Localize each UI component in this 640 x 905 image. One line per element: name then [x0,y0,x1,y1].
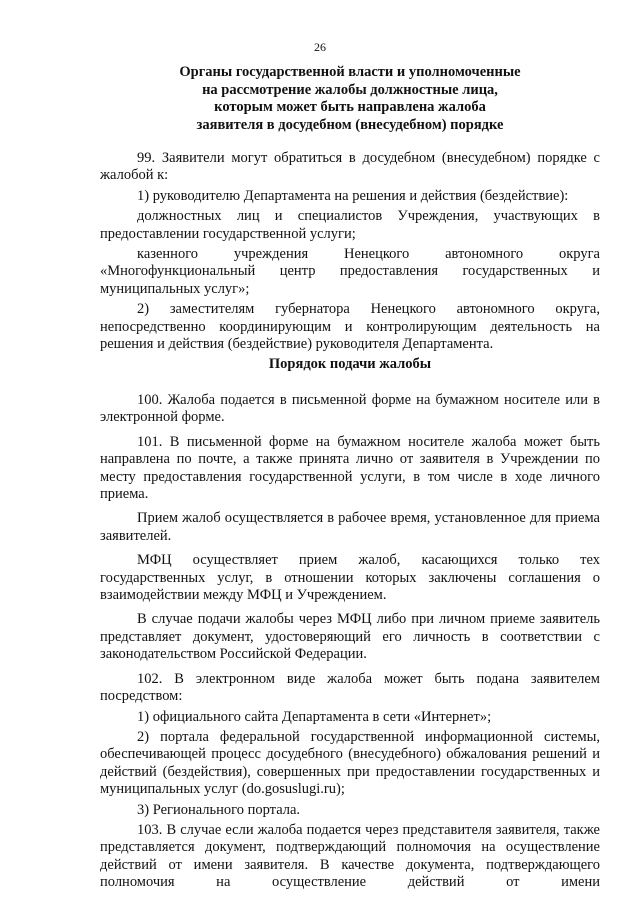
paragraph: 102. В электронном виде жалоба может быть подана заявителем посредством: [100,670,600,705]
paragraph: казенного учреждения Ненецкого автономного округа «Многофункциональный центр предоставления государственных и муниципальных услуг»; [100,246,600,297]
paragraph: 100. Жалоба подается в письменной форме на бумажном носителе или в электронной форме. [100,392,600,426]
paragraph: 99. Заявители могут обратиться в досудебном (внесудебном) порядке с жалобой к: [100,150,600,184]
paragraph: 103. В случае если жалоба подается через представителя заявителя, также представляется документ, подтверждающий полномочия на осуществление действий от имени заявителя. В качестве документа, подтверждающего полномочия на осуществление действий от имени [100,821,600,891]
section-heading-authorities [100,64,600,134]
paragraph: 1) официального сайта Департамента в сети «Интернет»; [137,708,492,725]
paragraph: 3) Регионального портала. [137,801,301,818]
heading-line: на рассмотрение жалобы должностные лица, [202,81,498,98]
page-number: 26 [314,40,326,54]
heading-line: Порядок подачи жалобы [268,356,432,372]
paragraph: должностных лиц и специалистов Учреждения, участвующих в предоставлении государственной услуги; [100,208,600,242]
paragraph: МФЦ осуществляет прием жалоб, касающихся только тех государственных услуг, в отношении которых заключены соглашения о взаимодействии между МФЦ и Учреждением. [100,552,600,604]
paragraph: 2) заместителям губернатора Ненецкого автономного округа, непосредственно координирующим и контролирующим деятельность на решения и действия (бездействие) руководителя Департамента. [100,301,600,353]
paragraph: 101. В письменной форме на бумажном носителе жалоба может быть направлена по почте, а также принята лично от заявителя в Учреждении по месту предоставления государственной услуги, в том числе в ходе личного приема. [100,433,600,503]
section-body-procedure [100,392,600,899]
heading-line: которым может быть направлена жалоба [214,99,486,115]
section-heading-procedure [100,356,600,374]
heading-line: заявителя в досудебном (внесудебном) порядке [196,116,504,133]
paragraph: 2) портала федеральной государственной информационной системы, обеспечивающей процесс досудебного (внесудебного) обжалования решений и действий (бездействия), совершенных при предоставлении государственных и муниципальных услуг (do.gosuslugi.ru); [100,728,600,798]
paragraph: В случае подачи жалобы через МФЦ либо при личном приеме заявитель представляет документ, удостоверяющий его личность в соответствии с законодательством Российской Федерации. [100,611,600,663]
paragraph: Прием жалоб осуществляется в рабочее время, установленное для приема заявителей. [100,510,600,544]
heading-line: Органы государственной власти и уполномоченные [179,64,521,80]
paragraph: 1) руководителю Департамента на решения и действия (бездействие): [137,187,569,204]
section-body-authorities [100,150,600,356]
